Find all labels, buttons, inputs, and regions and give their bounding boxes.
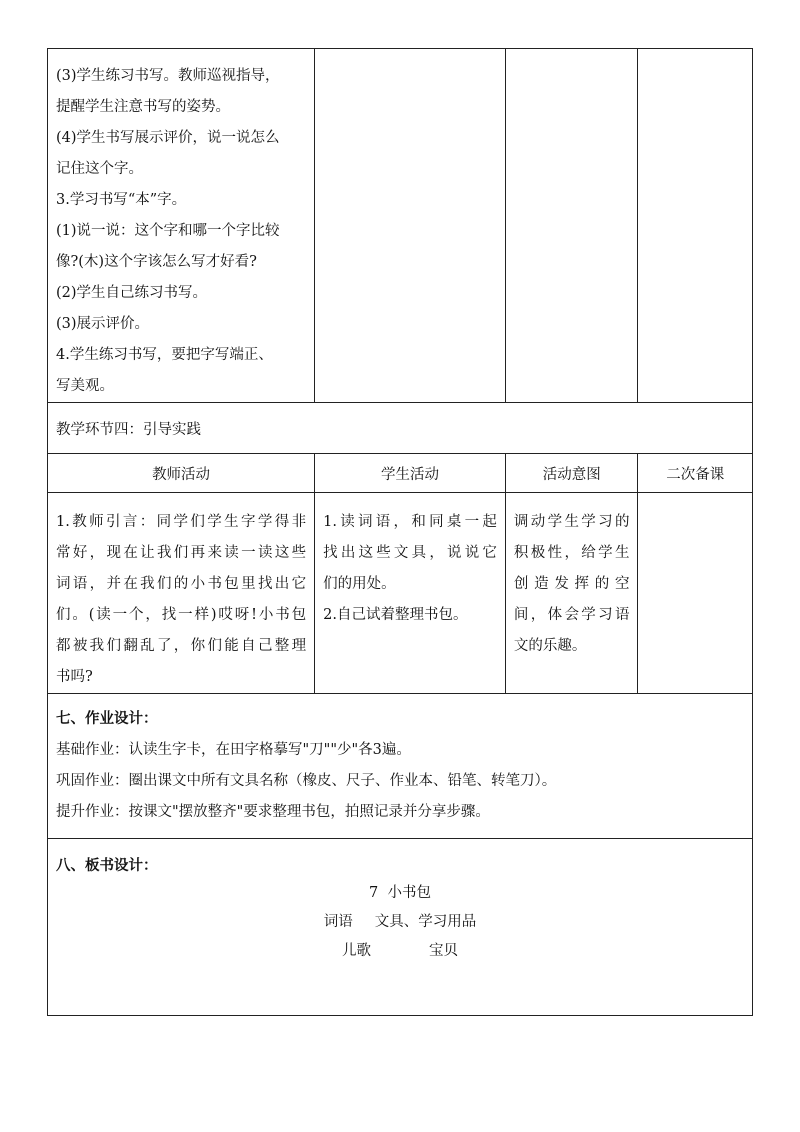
board-words-label: 词语 xyxy=(323,914,353,930)
text-line: 创造发挥的空 xyxy=(513,576,630,592)
text-line: 书吗? xyxy=(56,669,93,685)
text-line: 3.学习书写“本”字。 xyxy=(56,192,187,208)
text-line: 们的用处。 xyxy=(323,576,396,592)
stage4-title-row xyxy=(48,403,753,454)
text-line: (2)学生自己练习书写。 xyxy=(56,285,208,301)
text-line: 提醒学生注意书写的姿势。 xyxy=(56,99,230,115)
text-line: (1)说一说：这个字和哪一个字比较 xyxy=(56,223,280,239)
stage4-teacher-cell xyxy=(48,493,315,694)
text-line: 像?(木)这个字该怎么写才好看? xyxy=(56,254,257,270)
stage4-intent-cell xyxy=(505,493,638,694)
text-line: 2.自己试着整理书包。 xyxy=(323,607,468,623)
board-heading: 7 小书包 xyxy=(369,885,431,901)
stage4-second-cell xyxy=(638,493,753,694)
board-rhyme-label: 儿歌 xyxy=(342,943,371,959)
text-line: 积极性，给学生 xyxy=(513,545,630,561)
homework-row xyxy=(48,694,753,839)
stage4-title: 教学环节四：引导实践 xyxy=(48,403,753,454)
text-line: 找出这些文具，说说它 xyxy=(323,545,497,561)
stage4-row xyxy=(48,493,753,694)
board-title: 八、板书设计： xyxy=(56,858,158,874)
stage3-second-cell xyxy=(638,49,753,403)
text-line: 1.读词语，和同桌一起 xyxy=(323,514,497,530)
header-row xyxy=(48,454,753,493)
text-line: (3)学生练习书写。教师巡视指导， xyxy=(56,68,280,84)
text-line: 都被我们翻乱了，你们能自己整理 xyxy=(56,638,307,654)
text-line: (3)展示评价。 xyxy=(56,316,150,332)
text-line: 们。(读一个，找一样)哎呀!小书包 xyxy=(56,607,307,623)
stage3-intent-cell xyxy=(505,49,638,403)
homework-advanced: 提升作业：按课文"摆放整齐"要求整理书包，拍照记录并分享步骤。 xyxy=(56,804,490,820)
text-line: 调动学生学习的 xyxy=(513,514,630,530)
header-teacher: 教师活动 xyxy=(48,454,315,493)
text-line: 常好，现在让我们再来读一读这些 xyxy=(56,545,307,561)
text-line: 写美观。 xyxy=(56,378,114,394)
text-line: 词语，并在我们的小书包里找出它 xyxy=(56,576,307,592)
homework-basic: 基础作业：认读生字卡，在田字格摹写"刀""少"各3遍。 xyxy=(56,742,411,758)
homework-title: 七、作业设计： xyxy=(56,711,158,727)
text-line: 文的乐趣。 xyxy=(513,638,587,654)
board-words-value: 文具、学习用品 xyxy=(374,914,477,930)
homework-cell xyxy=(48,694,753,839)
board-cell xyxy=(48,839,753,1016)
stage3-teacher-cell xyxy=(48,49,315,403)
text-line: 记住这个字。 xyxy=(56,161,143,177)
board-line-rhyme xyxy=(56,937,744,966)
text-line: (4)学生书写展示评价，说一说怎么 xyxy=(56,130,280,146)
header-intent: 活动意图 xyxy=(505,454,638,493)
text-line: 间，体会学习语 xyxy=(513,607,630,623)
header-second: 二次备课 xyxy=(638,454,753,493)
board-line-words xyxy=(56,908,744,937)
board-row xyxy=(48,839,753,1016)
text-line: 4.学生练习书写，要把字写端正、 xyxy=(56,347,273,363)
board-rhyme-value: 宝贝 xyxy=(429,943,458,959)
stage4-student-cell xyxy=(315,493,506,694)
homework-consolidate: 巩固作业：圈出课文中所有文具名称（橡皮、尺子、作业本、铅笔、转笔刀）。 xyxy=(56,773,557,789)
lesson-plan-table xyxy=(47,48,753,1016)
stage3-continued-row xyxy=(48,49,753,403)
lesson-plan-page xyxy=(47,48,753,1016)
text-line: 1.教师引言：同学们学生字学得非 xyxy=(56,514,307,530)
stage3-student-cell xyxy=(315,49,506,403)
header-student: 学生活动 xyxy=(315,454,506,493)
board-content xyxy=(56,879,744,966)
